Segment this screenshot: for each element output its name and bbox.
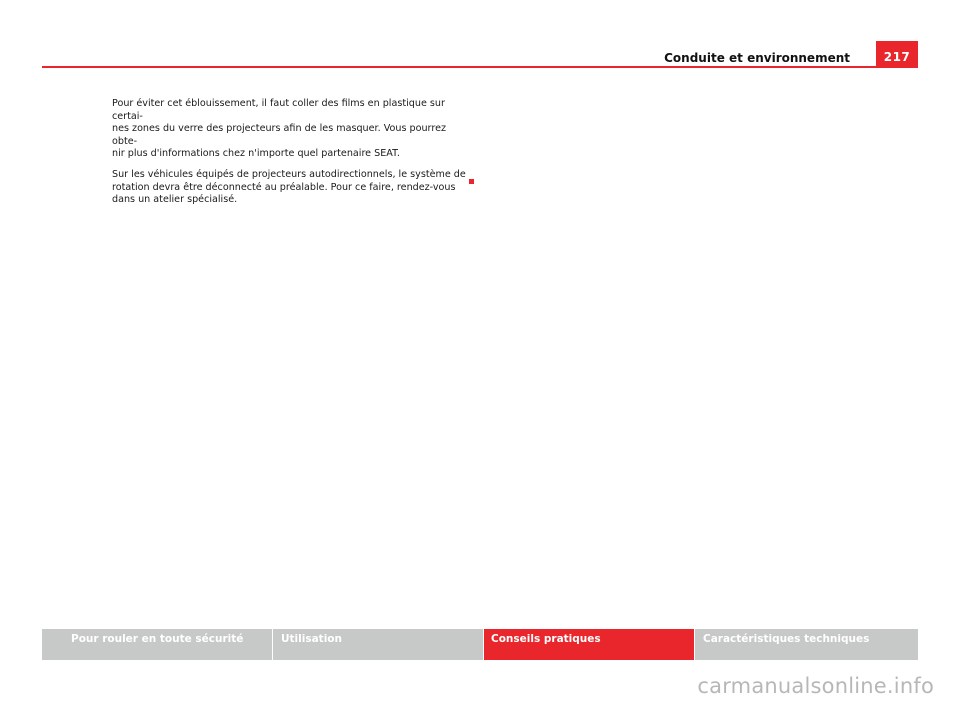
body-text xyxy=(112,98,472,215)
end-of-section-marker xyxy=(469,179,474,184)
header-divider xyxy=(42,66,918,68)
tab-utilisation[interactable]: Utilisation xyxy=(273,629,484,660)
tab-pour-rouler-en-toute-securite[interactable]: Pour rouler en toute sécurité xyxy=(42,629,273,660)
tab-caracteristiques-techniques[interactable]: Caractéristiques techniques xyxy=(695,629,918,660)
watermark: carmanualsonline.info xyxy=(697,674,934,698)
page-number: 217 xyxy=(883,50,911,64)
section-title: Conduite et environnement xyxy=(664,51,850,65)
chapter-nav xyxy=(42,629,918,660)
tab-conseils-pratiques[interactable]: Conseils pratiques xyxy=(484,629,695,660)
paragraph-2: Sur les véhicules équipés de projecteurs autodirectionnels, le système de rotation devra être déconnecté au préalable. Pour ce faire, rendez-vous dans un atelier spécialisé. xyxy=(112,168,466,206)
paragraph-1: Pour éviter cet éblouissement, il faut coller des films en plastique sur certai- nes zones du verre des projecteurs afin de les masquer. Vous pourrez obte- nir plus d'informations chez n'importe quel partenaire SEAT. xyxy=(112,98,447,160)
page-number-badge xyxy=(876,41,918,67)
